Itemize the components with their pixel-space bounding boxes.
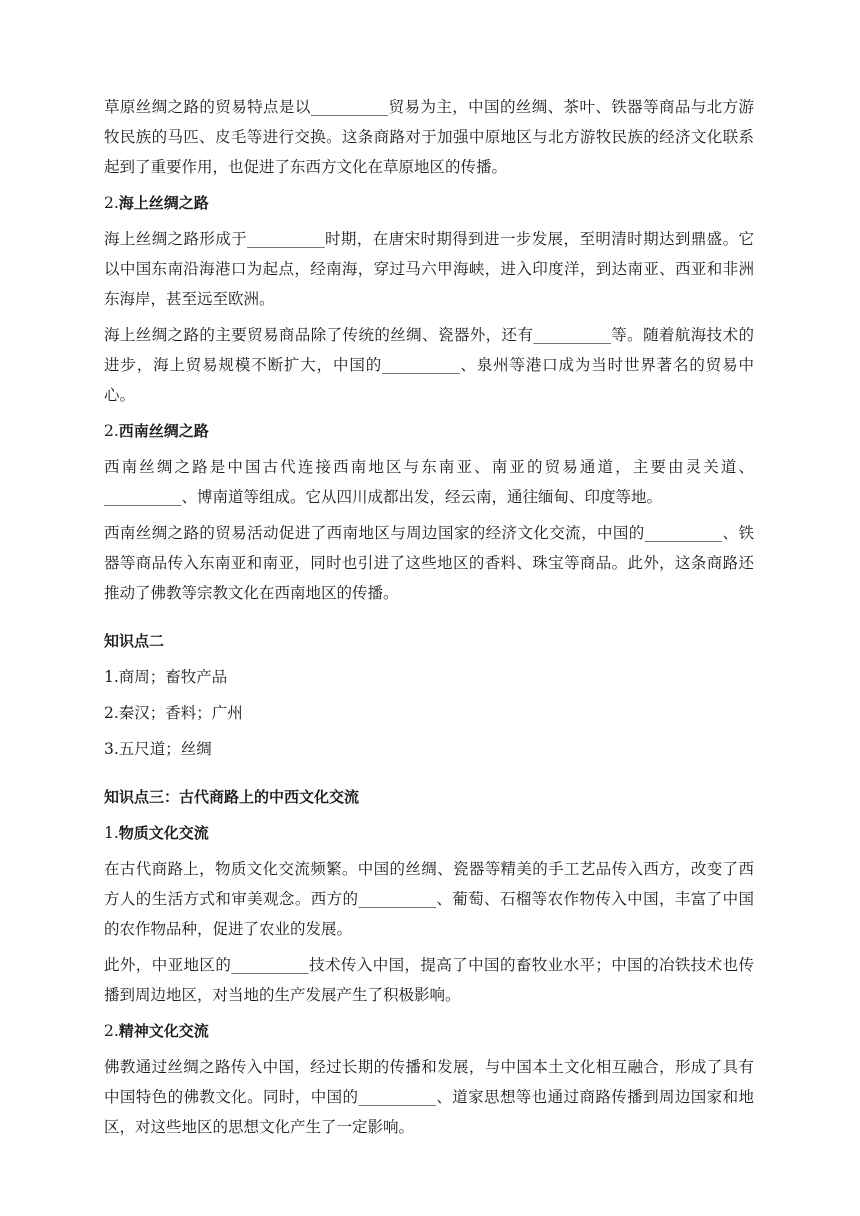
heading-number: 2. bbox=[104, 1022, 119, 1040]
heading-title: 精神文化交流 bbox=[118, 1022, 209, 1040]
heading-number: 2. bbox=[104, 194, 119, 212]
paragraph-maritime-goods: 海上丝绸之路的主要贸易商品除了传统的丝绸、瓷器外，还有__________等。随着航海技术的进步，海上贸易规模不断扩大，中国的__________、泉州等港口成为当时世界著名的贸易中心。 bbox=[104, 326, 754, 404]
paragraph-grassland-trade: 草原丝绸之路的贸易特点是以__________贸易为主，中国的丝绸、茶叶、铁器等商品与北方游牧民族的马匹、皮毛等进行交换。这条商路对于加强中原地区与北方游牧民族的经济文化联系起到了重要作用，也促进了东西方文化在草原地区的传播。 bbox=[104, 98, 754, 176]
heading-title: 海上丝绸之路 bbox=[118, 194, 209, 212]
answer-item: 2.秦汉；香料；广州 bbox=[104, 704, 243, 722]
paragraph-maritime-origin: 海上丝绸之路形成于__________时期，在唐宋时期得到进一步发展，至明清时期达到鼎盛。它以中国东南沿海港口为起点，经南海，穿过马六甲海峡，进入印度洋，到达南亚、西亚和非洲东海岸，甚至远至欧洲。 bbox=[104, 230, 754, 308]
heading-title: 物质文化交流 bbox=[118, 824, 209, 842]
heading-number: 1. bbox=[104, 824, 119, 842]
heading-maritime-silk-road bbox=[104, 188, 754, 218]
heading-number: 2. bbox=[104, 422, 119, 440]
paragraph-material-exchange: 在古代商路上，物质文化交流频繁。中国的丝绸、瓷器等精美的手工艺品传入西方，改变了西方人的生活方式和审美观念。西方的__________、葡萄、石榴等农作物传入中国，丰富了中国的农作物品种，促进了农业的发展。 bbox=[104, 860, 754, 938]
heading-spiritual-culture bbox=[104, 1016, 754, 1046]
paragraph-southwest-routes: 西南丝绸之路是中国古代连接西南地区与东南亚、南亚的贸易通道，主要由灵关道、__________、博南道等组成。它从四川成都出发，经云南，通往缅甸、印度等地。 bbox=[104, 458, 754, 506]
section-title-knowledge-3: 知识点三：古代商路上的中西文化交流 bbox=[104, 788, 360, 806]
document-page bbox=[104, 92, 754, 1148]
paragraph-technology-exchange: 此外，中亚地区的__________技术传入中国，提高了中国的畜牧业水平；中国的冶铁技术也传播到周边地区，对当地的生产发展产生了积极影响。 bbox=[104, 956, 754, 1004]
heading-southwest-silk-road bbox=[104, 416, 754, 446]
heading-material-culture bbox=[104, 818, 754, 848]
section-title-knowledge-2: 知识点二 bbox=[104, 632, 165, 650]
answer-item: 3.五尺道；丝绸 bbox=[104, 740, 212, 758]
answer-item: 1.商周；畜牧产品 bbox=[104, 668, 228, 686]
paragraph-southwest-exchange: 西南丝绸之路的贸易活动促进了西南地区与周边国家的经济文化交流，中国的__________、铁器等商品传入东南亚和南亚，同时也引进了这些地区的香料、珠宝等商品。此外，这条商路还推动了佛教等宗教文化在西南地区的传播。 bbox=[104, 524, 754, 602]
paragraph-spiritual-exchange: 佛教通过丝绸之路传入中国，经过长期的传播和发展，与中国本土文化相互融合，形成了具有中国特色的佛教文化。同时，中国的__________、道家思想等也通过商路传播到周边国家和地区，对这些地区的思想文化产生了一定影响。 bbox=[104, 1058, 754, 1136]
heading-title: 西南丝绸之路 bbox=[118, 422, 209, 440]
